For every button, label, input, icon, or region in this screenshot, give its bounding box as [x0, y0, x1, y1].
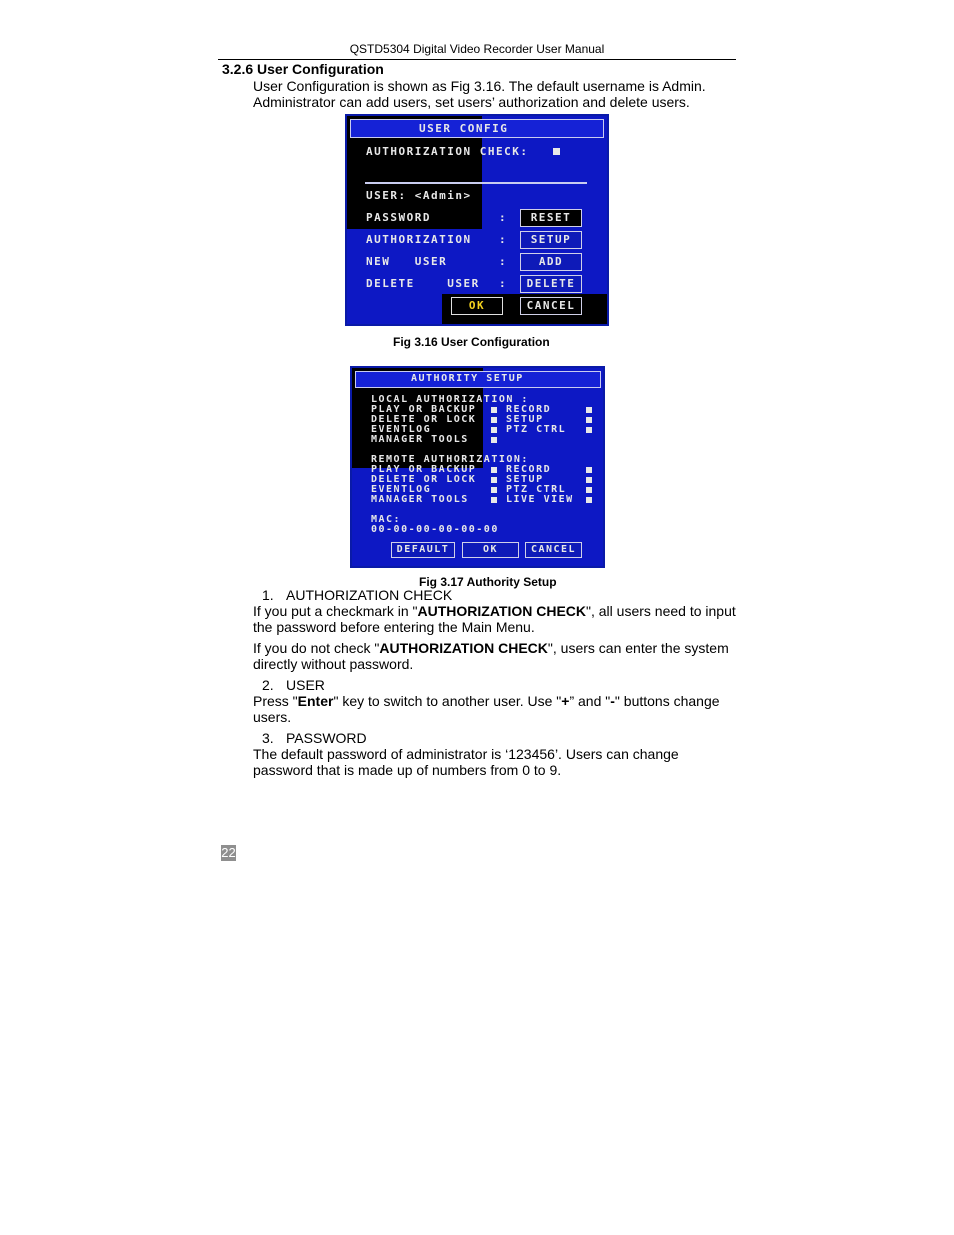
password-sep: :: [499, 211, 508, 224]
text: ", all users need to input: [586, 603, 736, 619]
checkbox[interactable]: [491, 407, 497, 413]
local-eventlog: EVENTLOG: [371, 424, 432, 435]
figure-caption-317: Fig 3.17 Authority Setup: [419, 575, 557, 589]
item-1-number: 1.: [262, 587, 274, 603]
text: ” and ": [569, 693, 611, 709]
item-3-paragraph: [253, 746, 743, 778]
local-ptz-ctrl: PTZ CTRL: [506, 424, 567, 435]
item-3-heading: [262, 730, 367, 746]
item-2-number: 2.: [262, 677, 274, 693]
delete-user-label: DELETE USER: [366, 277, 480, 290]
delete-user-button[interactable]: DELETE: [520, 275, 582, 293]
figure-caption-316: Fig 3.16 User Configuration: [393, 335, 550, 349]
remote-live-view: LIVE VIEW: [506, 494, 574, 505]
text: The default password of administrator is ‘123456’. Users can change: [253, 746, 679, 762]
local-setup: SETUP: [506, 414, 544, 425]
remote-manager-tools: MANAGER TOOLS: [371, 494, 469, 505]
section-title: 3.2.6 User Configuration: [222, 61, 384, 77]
text: " key to switch to another user. Use ": [333, 693, 562, 709]
bold-text: +: [561, 693, 570, 709]
item-3-number: 3.: [262, 730, 274, 746]
user-selector[interactable]: USER: <Admin>: [366, 189, 472, 202]
new-user-label: NEW USER: [366, 255, 448, 268]
page-header: [218, 42, 736, 60]
text: the password before entering the Main Menu.: [253, 619, 535, 635]
remote-record: RECORD: [506, 464, 552, 475]
remote-eventlog: EVENTLOG: [371, 484, 432, 495]
screen-title: AUTHORITY SETUP: [411, 373, 524, 384]
text: Press ": [253, 693, 298, 709]
checkbox[interactable]: [586, 497, 592, 503]
local-record: RECORD: [506, 404, 552, 415]
local-delete-lock: DELETE OR LOCK: [371, 414, 477, 425]
remote-delete-lock: DELETE OR LOCK: [371, 474, 477, 485]
item-1-title: AUTHORIZATION CHECK: [286, 587, 453, 603]
checkbox[interactable]: [491, 437, 497, 443]
authorization-label: AUTHORIZATION: [366, 233, 472, 246]
screen-title: USER CONFIG: [419, 122, 509, 135]
password-label: PASSWORD: [366, 211, 431, 224]
default-button[interactable]: DEFAULT: [391, 542, 455, 558]
checkbox[interactable]: [586, 487, 592, 493]
checkbox[interactable]: [491, 487, 497, 493]
checkbox[interactable]: [586, 467, 592, 473]
text: If you put a checkmark in ": [253, 603, 418, 619]
mac-value: 00-00-00-00-00-00: [371, 524, 499, 535]
bold-text: Enter: [297, 693, 334, 709]
text: password that is made up of numbers from 0 to 9.: [253, 762, 562, 778]
ok-button[interactable]: OK: [462, 542, 519, 558]
checkbox[interactable]: [491, 417, 497, 423]
checkbox[interactable]: [491, 497, 497, 503]
intro-line-2: Administrator can add users, set users’ authorization and delete users.: [253, 94, 690, 110]
local-manager-tools: MANAGER TOOLS: [371, 434, 469, 445]
checkbox[interactable]: [491, 477, 497, 483]
authority-setup-screen: [350, 366, 605, 568]
text: " buttons change: [614, 693, 720, 709]
text: If you do not check ": [253, 640, 380, 656]
checkbox[interactable]: [586, 417, 592, 423]
checkbox[interactable]: [586, 427, 592, 433]
text: directly without password.: [253, 656, 414, 672]
text: users.: [253, 709, 292, 725]
item-1-heading: [262, 587, 452, 603]
setup-button[interactable]: SETUP: [520, 231, 582, 249]
bold-text: -: [610, 693, 615, 709]
user-config-screen: [345, 114, 609, 326]
reset-button[interactable]: RESET: [520, 209, 582, 227]
add-user-button[interactable]: ADD: [520, 253, 582, 271]
authorization-sep: :: [499, 233, 508, 246]
item-1-paragraph-1: [253, 603, 743, 635]
remote-play-backup: PLAY OR BACKUP: [371, 464, 477, 475]
delete-user-sep: :: [499, 277, 508, 290]
item-2-title: USER: [286, 677, 325, 693]
checkbox[interactable]: [491, 467, 497, 473]
cancel-button[interactable]: CANCEL: [520, 297, 582, 315]
item-2-paragraph: [253, 693, 743, 725]
remote-ptz-ctrl: PTZ CTRL: [506, 484, 567, 495]
auth-check-label: AUTHORIZATION CHECK:: [366, 145, 529, 158]
checkbox[interactable]: [586, 477, 592, 483]
page-number: 22: [221, 845, 236, 860]
cancel-button[interactable]: CANCEL: [525, 542, 582, 558]
checkbox[interactable]: [586, 407, 592, 413]
bold-text: AUTHORIZATION CHECK: [417, 603, 587, 619]
bold-text: AUTHORIZATION CHECK: [379, 640, 548, 656]
manual-title: QSTD5304 Digital Video Recorder User Manual: [349, 42, 605, 56]
ok-button[interactable]: OK: [451, 297, 503, 315]
local-auth-heading: LOCAL AUTHORIZATION :: [371, 394, 529, 405]
new-user-sep: :: [499, 255, 508, 268]
item-2-heading: [262, 677, 325, 693]
mac-label: MAC:: [371, 514, 402, 525]
checkbox[interactable]: [491, 427, 497, 433]
intro-line-1: User Configuration is shown as Fig 3.16. The default username is Admin.: [253, 78, 706, 94]
remote-setup: SETUP: [506, 474, 544, 485]
remote-auth-heading: REMOTE AUTHORIZATION:: [371, 454, 529, 465]
text: ", users can enter the system: [547, 640, 729, 656]
auth-check-checkbox[interactable]: [553, 148, 560, 155]
intro-paragraph: [253, 78, 743, 110]
item-3-title: PASSWORD: [286, 730, 367, 746]
divider: [365, 182, 587, 184]
item-1-paragraph-2: [253, 640, 743, 672]
local-play-backup: PLAY OR BACKUP: [371, 404, 477, 415]
